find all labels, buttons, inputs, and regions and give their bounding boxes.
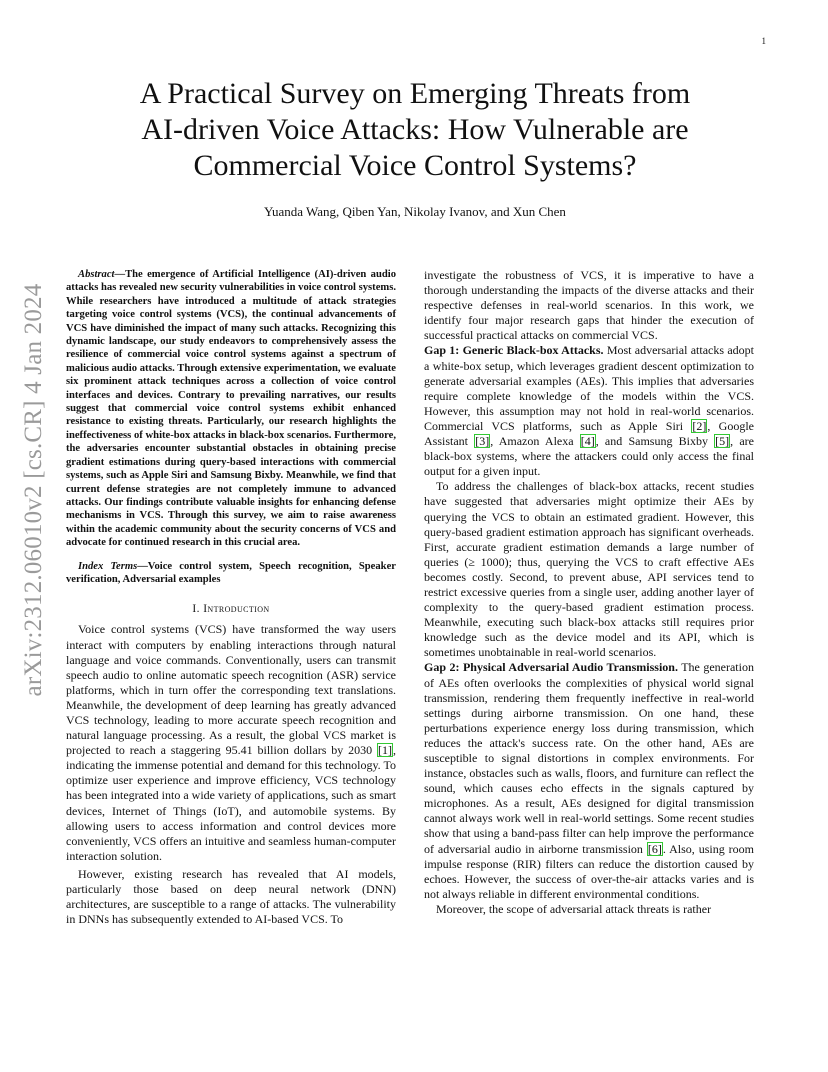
- gap-2-paragraph: [424, 660, 754, 902]
- citation-link-5[interactable]: [5]: [715, 434, 730, 449]
- gap-2-heading: Gap 2: Physical Adversarial Audio Transmission.: [424, 660, 678, 675]
- index-terms-label: Index Terms: [78, 560, 138, 572]
- gap-1-text-b: , Google Assistant: [424, 418, 754, 449]
- abstract: [66, 268, 396, 550]
- gap-1-text-e: , are black-box systems, where the attackers could only access the final output for a given input.: [424, 434, 755, 479]
- paper-title-line-3: Commercial Voice Control Systems?: [193, 149, 637, 182]
- arxiv-identifier-stamp: [18, 283, 50, 697]
- citation-link-4[interactable]: [4]: [580, 434, 595, 449]
- left-column: [66, 268, 396, 927]
- index-terms: [66, 560, 396, 587]
- page-number: 1: [761, 36, 766, 46]
- author-list: Yuanda Wang, Qiben Yan, Nikolay Ivanov, and Xun Chen: [264, 204, 566, 219]
- gap-1-text-a: Most adversarial attacks adopt a white-box setup, which leverages gradient descent optimization to generate adversarial examples (AEs). This implies that adversaries require complete knowledge of the models within the VCS. However, this assumption may not hold in real-world scenarios. Commercial VCS platforms, such as Apple Siri: [424, 343, 754, 433]
- paper-title-line-2: AI-driven Voice Attacks: How Vulnerable are: [141, 113, 689, 146]
- gap-2-paragraph-2: Moreover, the scope of adversarial attack threats is rather: [436, 901, 712, 916]
- right-column: [424, 268, 754, 917]
- abstract-text: —The emergence of Artificial Intelligence (AI)-driven audio attacks has revealed new security vulnerabilities in voice control systems. While researchers have introduced a multitude of attack strategies targeting voice control systems (VCS), the continual advancements of VCS have diminished the impact of many such attacks. Recognizing this dynamic landscape, our study endeavors to comprehensively assess the resilience of commercial voice control systems against a spectrum of malicious audio attacks. Through extensive experimentation, we evaluate six prominent attack techniques across a collection of voice control interfaces and devices. Contrary to prevailing narratives, our results suggest that commercial voice control systems exhibit enhanced resistance to existing threats. Particularly, our research highlights the ineffectiveness of white-box attacks in black-box scenarios. Furthermore, the adversaries encounter substantial obstacles in obtaining precise gradient estimations during query-based interactions with commercial systems, such as Apple Siri and Samsung Bixby. Meanwhile, we find that current defense strategies are not completely immune to advanced attacks. Our findings contribute valuable insights for enhancing defense mechanisms in VCS. Through this survey, we aim to raise awareness within the academic community about the security concerns of VCS and advocate for continued research in this crucial area.: [66, 269, 396, 549]
- citation-link-3[interactable]: [3]: [475, 434, 490, 449]
- section-numeral: I.: [192, 603, 204, 616]
- arxiv-identifier-text: arXiv:2312.06010v2 [cs.CR] 4 Jan 2024: [20, 283, 47, 697]
- gap-2-text-a: The generation of AEs often overlooks the complexities of physical world signal transmission, rendering them frequently ineffective in real-world settings during airborne transmission. On one hand, these perturbations experience energy loss during transmission, which reduces the attack's success rate. On the other hand, AEs are susceptible to signal distortions in complex environments. For instance, obstacles such as walls, floors, and furniture can reflect the sound, which causes echo effects in the signals captured by microphones. As a result, AEs designed for digital transmission cannot always work well in real-world settings. Some recent studies show that using a band-pass filter can help improve the performance of adversarial audio in airborne transmission: [424, 660, 754, 856]
- citation-link-2[interactable]: [2]: [692, 418, 707, 433]
- abstract-label: Abstract: [78, 269, 115, 280]
- gap-1-paragraph-2: To address the challenges of black-box attacks, recent studies have suggested that adversaries might optimize their AEs by querying the VCS to obtain an estimated gradient. However, this query-based gradient estimation approach has significant overheads. First, accurate gradient estimation demands a large number of queries (≥ 1000); thus, querying the VCS to craft effective AEs becomes costly. Second, to prevent abuse, API services tend to restrict excessive queries from a single user, adding another layer of complexity to the query-based gradient estimation process. Meanwhile, executing such black-box attacks still requires prior knowledge such as the device model and its API, which is sometimes unobtainable in real-world scenarios.: [424, 479, 754, 660]
- title-block: [70, 76, 760, 220]
- paper-title-line-1: A Practical Survey on Emerging Threats from: [139, 77, 691, 110]
- citation-link-6[interactable]: [6]: [647, 841, 662, 856]
- gap-2-text-b: . Also, using room impulse response (RIR) filters can reduce the distortion caused by echoes. However, the success of over-the-air attacks varies and is not always reliable in different environmental conditions.: [424, 841, 754, 901]
- section-heading-introduction: [66, 602, 396, 617]
- gap-1-text-c: , Amazon Alexa: [490, 434, 580, 449]
- intro-paragraph-1-part-b: , indicating the immense potential and demand for this technology. To optimize user experience and improve efficiency, VCS technology has been integrated into a wide variety of applications, such as smart devices, Internet of Things (IoT), and automobile systems. By allowing users to access information and control devices more conveniently, VCS offers an intuitive and seamless human-computer interaction solution.: [66, 743, 396, 863]
- intro-paragraph-2: However, existing research has revealed that AI models, particularly those based on deep neural network (DNN) architectures, are susceptible to a range of attacks. The vulnerability in DNNs has subsequently extended to AI-based VCS. To: [66, 866, 396, 927]
- citation-link-1[interactable]: [1]: [378, 743, 392, 758]
- intro-paragraph-1-part-a: Voice control systems (VCS) have transformed the way users interact with computers by enabling interactions through natural language and voice commands. Conventionally, users can transmit speech audio to online automatic speech recognition (ASR) service platforms, which in turn offer the corresponding text translations. Meanwhile, the development of deep learning has greatly advanced VCS technology, leading to more accurate speech recognition and natural language processing. As a result, the global VCS market is projected to reach a staggering 95.41 billion dollars by 2030: [66, 622, 396, 758]
- paper-title: [70, 76, 760, 184]
- index-terms-text: —Voice control system, Speech recognition, Speaker verification, Adversarial examples: [66, 560, 396, 585]
- gap-1-text-d: , and Samsung Bixby: [595, 434, 715, 449]
- section-title: Introduction: [203, 603, 270, 616]
- intro-paragraph-1: [66, 622, 396, 864]
- gap-1-heading: Gap 1: Generic Black-box Attacks.: [424, 343, 604, 358]
- gap-1-paragraph: [424, 343, 754, 479]
- intro-paragraph-3: investigate the robustness of VCS, it is imperative to have a thorough understanding the impacts of the diverse attacks and their respective defenses in real-world scenarios. In this work, we identify four major research gaps that hinder the execution of successful practical attacks on commercial VCS.: [424, 268, 754, 343]
